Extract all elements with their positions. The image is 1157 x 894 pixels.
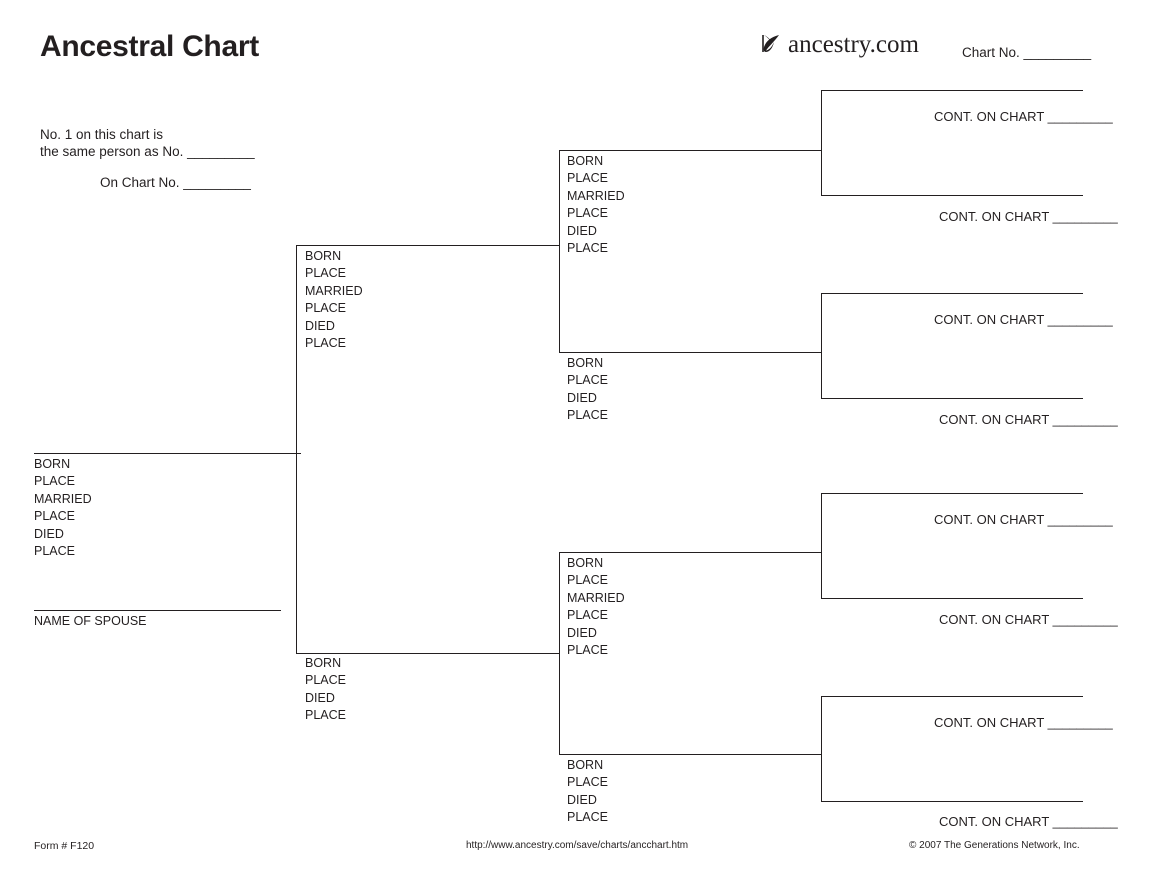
gen2-mother-fields bbox=[305, 655, 346, 725]
cont-bracket-1-vertical bbox=[821, 90, 822, 195]
mother-gen2-field-born: BORN bbox=[305, 656, 342, 670]
mother-gen2-field-died: DIED bbox=[305, 690, 335, 705]
father-gen2-field-died: DIED bbox=[305, 318, 335, 333]
cont-7-label: CONT. ON CHART _________ bbox=[934, 715, 1113, 730]
gen3-3-field-born: BORN bbox=[567, 556, 604, 570]
gen3-3-field-place: PLACE bbox=[567, 573, 608, 588]
cont-7-line bbox=[821, 696, 1083, 697]
cont-bracket-3-vertical bbox=[821, 493, 822, 598]
person-1-field-born: BORN bbox=[34, 457, 71, 471]
gen3-4-field-place: PLACE bbox=[567, 810, 608, 825]
cont-8-label: CONT. ON CHART _________ bbox=[939, 814, 1118, 829]
cont-5-line bbox=[821, 493, 1083, 494]
brand-name: ancestry.com bbox=[788, 30, 919, 58]
person-1-fields bbox=[34, 456, 92, 560]
footer-form-number: Form # F120 bbox=[34, 840, 95, 852]
gen3-2-field-place: PLACE bbox=[567, 373, 608, 388]
gen3-2-field-died: DIED bbox=[567, 390, 597, 405]
gen3-1-field-born: BORN bbox=[567, 154, 604, 168]
note-line-2: the same person as No. _________ bbox=[40, 144, 255, 159]
gen3-4-fields bbox=[567, 757, 608, 827]
gen3-1-field-died: DIED bbox=[567, 223, 597, 238]
person-1-field-place: PLACE bbox=[34, 544, 75, 559]
ancestry-leaf-icon bbox=[758, 31, 784, 57]
gen3-2-field-born: BORN bbox=[567, 356, 604, 370]
cont-1-label: CONT. ON CHART _________ bbox=[934, 109, 1113, 124]
person-1-field-died: DIED bbox=[34, 526, 64, 541]
gen3-1-field-married: MARRIED bbox=[567, 188, 625, 203]
gen3-4-field-born: BORN bbox=[567, 758, 604, 772]
gen3-4-field-died: DIED bbox=[567, 792, 597, 807]
gen3-4-line bbox=[559, 754, 821, 755]
gen3-3-field-died: DIED bbox=[567, 625, 597, 640]
footer-url: http://www.ancestry.com/save/charts/ancchart.htm bbox=[466, 840, 689, 851]
gen3-3-line bbox=[559, 552, 821, 553]
cont-bracket-4-vertical bbox=[821, 696, 822, 801]
cont-3-label: CONT. ON CHART _________ bbox=[934, 312, 1113, 327]
page-title: Ancestral Chart bbox=[40, 30, 259, 63]
cont-6-label: CONT. ON CHART _________ bbox=[939, 612, 1118, 627]
connector-gen3-upper-vertical bbox=[559, 150, 560, 352]
connector-gen2-vertical bbox=[296, 245, 297, 653]
cont-6-line bbox=[821, 598, 1083, 599]
spouse-label: NAME OF SPOUSE bbox=[34, 614, 147, 628]
cont-3-line bbox=[821, 293, 1083, 294]
gen3-3-field-place: PLACE bbox=[567, 643, 608, 658]
gen3-1-field-place: PLACE bbox=[567, 206, 608, 221]
gen3-1-line bbox=[559, 150, 821, 151]
gen3-1-field-place: PLACE bbox=[567, 241, 608, 256]
father-gen2-field-place: PLACE bbox=[305, 266, 346, 281]
cont-2-label: CONT. ON CHART _________ bbox=[939, 209, 1118, 224]
gen3-4-field-place: PLACE bbox=[567, 775, 608, 790]
note-line-3: On Chart No. _________ bbox=[100, 175, 251, 190]
connector-gen3-lower-vertical bbox=[559, 552, 560, 754]
mother-gen2-field-place: PLACE bbox=[305, 708, 346, 723]
cont-2-line bbox=[821, 195, 1083, 196]
father-gen2-field-born: BORN bbox=[305, 249, 342, 263]
cont-4-line bbox=[821, 398, 1083, 399]
father-gen2-field-place: PLACE bbox=[305, 301, 346, 316]
ancestry-brand bbox=[758, 31, 919, 57]
gen3-3-fields bbox=[567, 555, 625, 659]
gen2-mother-line bbox=[296, 653, 560, 654]
chart-no-label: Chart No. _________ bbox=[962, 45, 1092, 60]
cont-8-line bbox=[821, 801, 1083, 802]
person-1-field-married: MARRIED bbox=[34, 491, 92, 506]
footer-copyright: © 2007 The Generations Network, Inc. bbox=[909, 840, 1080, 851]
person-1-field-place: PLACE bbox=[34, 474, 75, 489]
gen3-2-line bbox=[559, 352, 821, 353]
person-1-field-place: PLACE bbox=[34, 509, 75, 524]
cont-bracket-2-vertical bbox=[821, 293, 822, 398]
cont-5-label: CONT. ON CHART _________ bbox=[934, 512, 1113, 527]
gen3-1-field-place: PLACE bbox=[567, 171, 608, 186]
mother-gen2-field-place: PLACE bbox=[305, 673, 346, 688]
gen3-3-field-place: PLACE bbox=[567, 608, 608, 623]
cont-1-line bbox=[821, 90, 1083, 91]
gen3-2-field-place: PLACE bbox=[567, 408, 608, 423]
note-line-1: No. 1 on this chart is bbox=[40, 127, 164, 142]
gen3-1-fields bbox=[567, 153, 625, 257]
gen2-father-line bbox=[296, 245, 560, 246]
father-gen2-field-place: PLACE bbox=[305, 336, 346, 351]
father-gen2-field-married: MARRIED bbox=[305, 283, 363, 298]
gen2-father-fields bbox=[305, 248, 363, 352]
gen3-2-fields bbox=[567, 355, 608, 425]
cont-4-label: CONT. ON CHART _________ bbox=[939, 412, 1118, 427]
gen3-3-field-married: MARRIED bbox=[567, 590, 625, 605]
person-1-name-line bbox=[34, 453, 296, 454]
spouse-name-line bbox=[34, 610, 281, 611]
